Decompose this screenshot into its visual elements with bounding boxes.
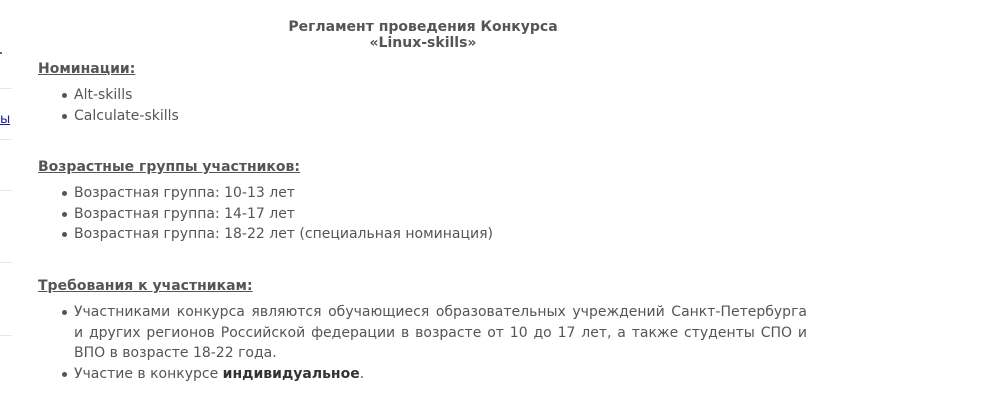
age-groups-heading: Возрастные группы участников: (38, 159, 301, 175)
sidebar-divider (0, 335, 12, 336)
nominations-list (74, 85, 807, 126)
list-item: Alt-skills (74, 85, 807, 106)
sidebar-divider (0, 262, 12, 263)
participation-suffix: . (359, 365, 365, 382)
title-line-1: Регламент проведения Конкурса (288, 19, 558, 35)
sidebar-divider (0, 139, 12, 140)
list-item: Calculate-skills (74, 106, 807, 127)
requirements-heading: Требования к участникам: (38, 278, 253, 294)
page-title (38, 19, 808, 51)
sidebar-bullet (0, 52, 2, 54)
list-item: Участниками конкурса являются обучающиеся образовательных учреждений Санкт-Петербурга и других регионов Российской федерации в возрасте от 10 до 17 лет, а также студенты СПО и ВПО в возрасте 18-22 года. (74, 302, 807, 364)
participation-type: индивидуальное (222, 365, 360, 382)
participation-prefix: Участие в конкурсе (74, 365, 223, 382)
list-item: Возрастная группа: 10-13 лет (74, 183, 807, 204)
nominations-heading: Номинации: (38, 61, 136, 77)
sidebar-divider (0, 88, 12, 89)
title-line-2: «Linux-skills» (369, 35, 477, 51)
list-item: Возрастная группа: 14-17 лет (74, 204, 807, 225)
list-item: Возрастная группа: 18-22 лет (специальная номинация) (74, 224, 807, 245)
requirements-list (74, 302, 807, 384)
left-sidebar-edge (0, 0, 14, 407)
sidebar-divider (0, 190, 12, 191)
list-item (74, 364, 807, 385)
sidebar-link-fragment[interactable]: ы (0, 112, 11, 127)
age-groups-list (74, 183, 807, 245)
